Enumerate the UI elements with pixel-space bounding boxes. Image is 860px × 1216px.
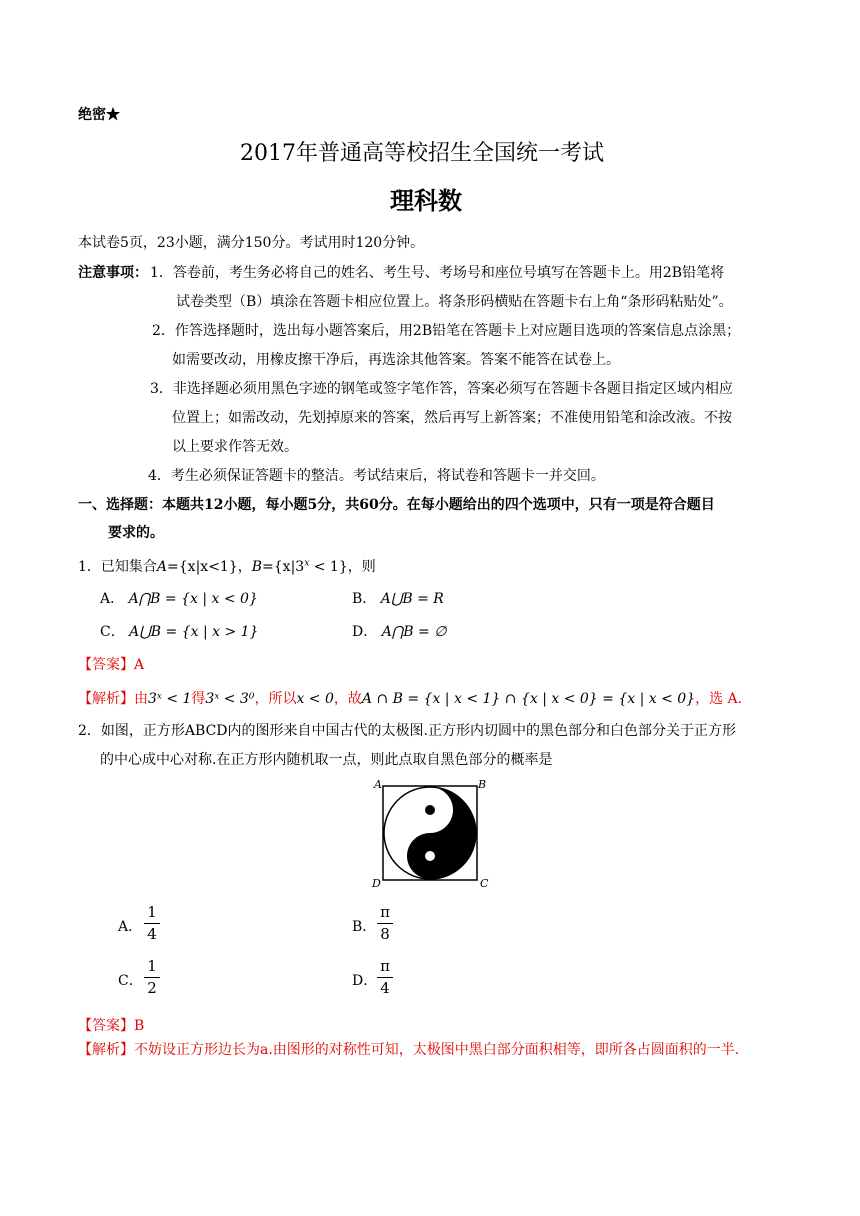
q1-analysis-math-3: x < 0 bbox=[296, 691, 334, 707]
taiji-figure bbox=[382, 785, 478, 881]
q1-analysis-part-1: 由 bbox=[134, 691, 148, 707]
q2-option-b-label: B． bbox=[352, 919, 377, 935]
q2-option-c-fraction bbox=[142, 958, 162, 997]
q2-stem-line-1: 2．如图，正方形ABCD内的图形来自中国古代的太极图.正方形内切圆中的黑色部分和白色部分关于正方形 bbox=[78, 723, 736, 739]
q1-analysis-math-1: 3ˣ < 1 bbox=[148, 691, 192, 707]
q1-stem-end: < 1}，则 bbox=[309, 559, 376, 575]
fraction-bar bbox=[144, 977, 160, 978]
q2-analysis-tag: 【解析】 bbox=[78, 1042, 134, 1058]
q2-option-a-fraction bbox=[142, 904, 162, 943]
q1-analysis-part-4: ，故 bbox=[333, 691, 362, 707]
q1-analysis-tag: 【解析】 bbox=[78, 691, 134, 707]
q1-answer bbox=[78, 654, 144, 674]
q2-analysis bbox=[78, 1039, 739, 1059]
q2-stem-line-2: 的中心成中心对称.在正方形内随机取一点，则此点取自黑色部分的概率是 bbox=[100, 752, 553, 768]
q1-analysis-part-3: ，所以 bbox=[254, 691, 297, 707]
q1-option-b-label: B． bbox=[352, 591, 377, 607]
q2-analysis-text: 不妨设正方形边长为a.由图形的对称性可知，太极图中黑白部分面积相等，即所各占圆面积的一半. bbox=[134, 1042, 740, 1058]
note-1-line-2: 试卷类型（B）填涂在答题卡相应位置上。将条形码横贴在答题卡右上角“条形码粘贴处”。 bbox=[176, 294, 733, 310]
q2-answer-value: B bbox=[134, 1018, 145, 1034]
note-2-line-1: 2．作答选择题时，选出每小题答案后，用2B铅笔在答题卡上对应题目选项的答案信息点涂黑； bbox=[152, 323, 741, 339]
q1-option-d-label: D． bbox=[352, 624, 378, 640]
note-2-line-2: 如需要改动，用橡皮擦干净后，再选涂其他答案。答案不能答在试卷上。 bbox=[172, 352, 620, 368]
q1-option-d-text: A⋂B = ∅ bbox=[381, 624, 447, 640]
q1-set-a: A bbox=[156, 559, 168, 575]
q2-option-d-numerator: π bbox=[380, 957, 390, 975]
q1-option-c-label: C． bbox=[100, 624, 125, 640]
q1-stem bbox=[78, 556, 376, 576]
notes-label: 注意事项： bbox=[78, 265, 148, 281]
figure-label-a: A bbox=[374, 778, 382, 791]
subject-title: 理科数 bbox=[390, 186, 462, 215]
q2-answer bbox=[78, 1015, 144, 1035]
q1-option-d bbox=[352, 621, 446, 641]
q1-option-a bbox=[100, 588, 258, 608]
q1-analysis-math-2: 3ˣ < 3⁰ bbox=[205, 691, 255, 707]
q1-option-c-text: A⋃B = {x | x > 1} bbox=[129, 624, 259, 640]
q2-option-a-label: A． bbox=[118, 919, 143, 935]
q2-option-c-label: C． bbox=[118, 973, 143, 989]
section-1-heading-line-2: 要求的。 bbox=[108, 525, 164, 541]
q1-option-c bbox=[100, 621, 258, 641]
note-4: 4．考生必须保证答题卡的整洁。考试结束后，将试卷和答题卡一并交回。 bbox=[148, 468, 605, 484]
q1-option-a-text: A⋂B = {x | x < 0} bbox=[128, 591, 258, 607]
black-dot bbox=[425, 805, 435, 815]
fraction-bar bbox=[377, 923, 393, 924]
exam-title: 2017年普通高等校招生全国统一考试 bbox=[240, 141, 604, 166]
q2-option-a-numerator: 1 bbox=[147, 903, 157, 921]
q1-stem-prefix: 1．已知集合 bbox=[78, 559, 157, 575]
q2-option-d-label: D． bbox=[352, 973, 378, 989]
q1-option-b-text: A⋃B = R bbox=[380, 591, 444, 607]
q2-option-a-denominator: 4 bbox=[147, 925, 157, 943]
q2-option-b-fraction bbox=[375, 904, 395, 943]
q1-set-b: B bbox=[251, 559, 263, 575]
q1-analysis-part-5: ，选 A. bbox=[695, 691, 743, 707]
figure-label-b: B bbox=[478, 778, 487, 791]
q2-option-c-numerator: 1 bbox=[147, 957, 157, 975]
intro-text: 本试卷5页，23小题，满分150分。考试用时120分钟。 bbox=[78, 235, 425, 251]
note-3-line-2: 位置上；如需改动，先划掉原来的答案，然后再写上新答案；不准使用铅笔和涂改液。不按 bbox=[172, 410, 732, 426]
q1-option-b bbox=[352, 588, 444, 608]
q2-option-d-fraction bbox=[375, 958, 395, 997]
secret-mark: 绝密★ bbox=[78, 107, 120, 123]
q2-option-b-denominator: 8 bbox=[380, 925, 390, 943]
q1-analysis-math-4: A ∩ B = {x | x < 1} ∩ {x | x < 0} = {x | x < 0} bbox=[361, 691, 696, 707]
section-1-heading-line-1: 一、选择题：本题共12小题，每小题5分，共60分。在每小题给出的四个选项中，只有一项是符合题目 bbox=[78, 497, 715, 513]
q2-option-b-numerator: π bbox=[380, 903, 390, 921]
fraction-bar bbox=[144, 923, 160, 924]
figure-label-d: D bbox=[372, 877, 381, 890]
q1-exponent: x bbox=[304, 558, 310, 569]
note-3-line-1: 3．非选择题必须用黑色字迹的钢笔或签字笔作答，答案必须写在答题卡各题目指定区域内相应 bbox=[150, 381, 733, 397]
q2-option-d-denominator: 4 bbox=[380, 979, 390, 997]
white-dot bbox=[425, 851, 435, 861]
q1-answer-tag: 【答案】 bbox=[78, 657, 134, 673]
q2-answer-tag: 【答案】 bbox=[78, 1018, 134, 1034]
note-3-line-3: 以上要求作答无效。 bbox=[172, 439, 298, 455]
q1-analysis-part-2: 得 bbox=[191, 691, 206, 707]
q1-analysis bbox=[78, 688, 742, 708]
figure-label-c: C bbox=[480, 877, 489, 890]
q1-answer-value: A bbox=[134, 657, 145, 673]
q1-set-a-def: ={x|x<1}， bbox=[167, 559, 252, 575]
q1-set-b-def: ={x|3 bbox=[262, 559, 305, 575]
fraction-bar bbox=[377, 977, 393, 978]
q1-option-a-label: A． bbox=[100, 591, 125, 607]
q2-option-c-denominator: 2 bbox=[147, 979, 157, 997]
note-1-line-1: 1．答卷前，考生务必将自己的姓名、考生号、考场号和座位号填写在答题卡上。用2B铅笔将 bbox=[150, 265, 725, 281]
